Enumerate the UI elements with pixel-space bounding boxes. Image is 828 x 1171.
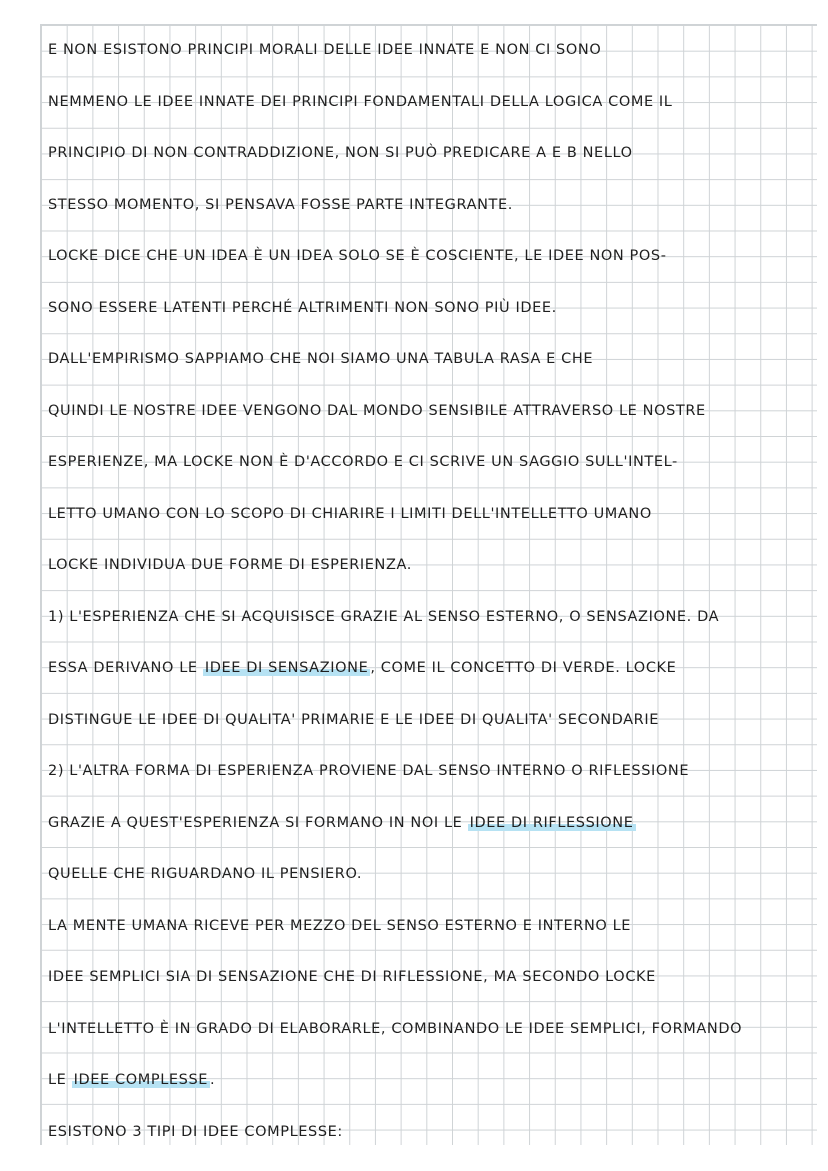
- note-line: 1) L'ESPERIENZA CHE SI ACQUISISCE GRAZIE AL SENSO ESTERNO, O SENSAZIONE. DA: [48, 608, 720, 625]
- note-line: 2) L'ALTRA FORMA DI ESPERIENZA PROVIENE DAL SENSO INTERNO O RIFLESSIONE: [48, 763, 690, 779]
- note-line: L'INTELLETTO È IN GRADO DI ELABORARLE, COMBINANDO LE IDEE SEMPLICI, FORMANDO: [48, 1020, 743, 1037]
- note-line: NEMMENO LE IDEE INNATE DEI PRINCIPI FONDAMENTALI DELLA LOGICA COME IL: [48, 93, 673, 110]
- note-line: ESISTONO 3 TIPI DI IDEE COMPLESSE:: [48, 1123, 343, 1140]
- note-line: LA MENTE UMANA RICEVE PER MEZZO DEL SENSO ESTERNO E INTERNO LE: [48, 917, 632, 934]
- handwritten-notes: [48, 30, 818, 1163]
- note-text: , COME IL CONCETTO DI VERDE. LOCKE: [370, 660, 677, 676]
- note-text: .: [210, 1072, 216, 1088]
- note-line: [48, 1060, 818, 1112]
- highlighted-term: IDEE DI RIFLESSIONE: [469, 814, 634, 831]
- note-line: LETTO UMANO CON LO SCOPO DI CHIARIRE I LIMITI DELL'INTELLETTO UMANO: [48, 505, 652, 522]
- note-line: DALL'EMPIRISMO SAPPIAMO CHE NOI SIAMO UNA TABULA RASA E CHE: [48, 351, 594, 367]
- note-text: ESSA DERIVANO LE: [48, 660, 203, 676]
- note-text: GRAZIE A QUEST'ESPERIENZA SI FORMANO IN NOI LE: [48, 814, 468, 831]
- note-line: E NON ESISTONO PRINCIPI MORALI DELLE IDEE INNATE E NON CI SONO: [48, 42, 602, 58]
- note-line: STESSO MOMENTO, SI PENSAVA FOSSE PARTE INTEGRANTE.: [48, 196, 513, 213]
- note-line: [48, 803, 818, 855]
- note-line: ESPERIENZE, MA LOCKE NON È D'ACCORDO E CI SCRIVE UN SAGGIO SULL'INTEL-: [48, 454, 678, 470]
- note-line: QUINDI LE NOSTRE IDEE VENGONO DAL MONDO SENSIBILE ATTRAVERSO LE NOSTRE: [48, 402, 706, 419]
- note-text: LE: [48, 1072, 72, 1088]
- highlighted-term: IDEE DI SENSAZIONE: [204, 660, 369, 676]
- note-line: PRINCIPIO DI NON CONTRADDIZIONE, NON SI PUÒ PREDICARE A E B NELLO: [48, 145, 633, 161]
- note-line: [48, 648, 818, 700]
- highlighted-term: IDEE COMPLESSE: [73, 1072, 209, 1088]
- note-line: IDEE SEMPLICI SIA DI SENSAZIONE CHE DI RIFLESSIONE, MA SECONDO LOCKE: [48, 969, 656, 985]
- note-line: LOCKE DICE CHE UN IDEA È UN IDEA SOLO SE È COSCIENTE, LE IDEE NON POS-: [48, 248, 667, 264]
- note-line: LOCKE INDIVIDUA DUE FORME DI ESPERIENZA.: [48, 557, 412, 573]
- note-line: SONO ESSERE LATENTI PERCHÉ ALTRIMENTI NON SONO PIÙ IDEE.: [48, 299, 557, 316]
- note-line: QUELLE CHE RIGUARDANO IL PENSIERO.: [48, 866, 363, 882]
- note-line: DISTINGUE LE IDEE DI QUALITA' PRIMARIE E LE IDEE DI QUALITA' SECONDARIE: [48, 711, 659, 728]
